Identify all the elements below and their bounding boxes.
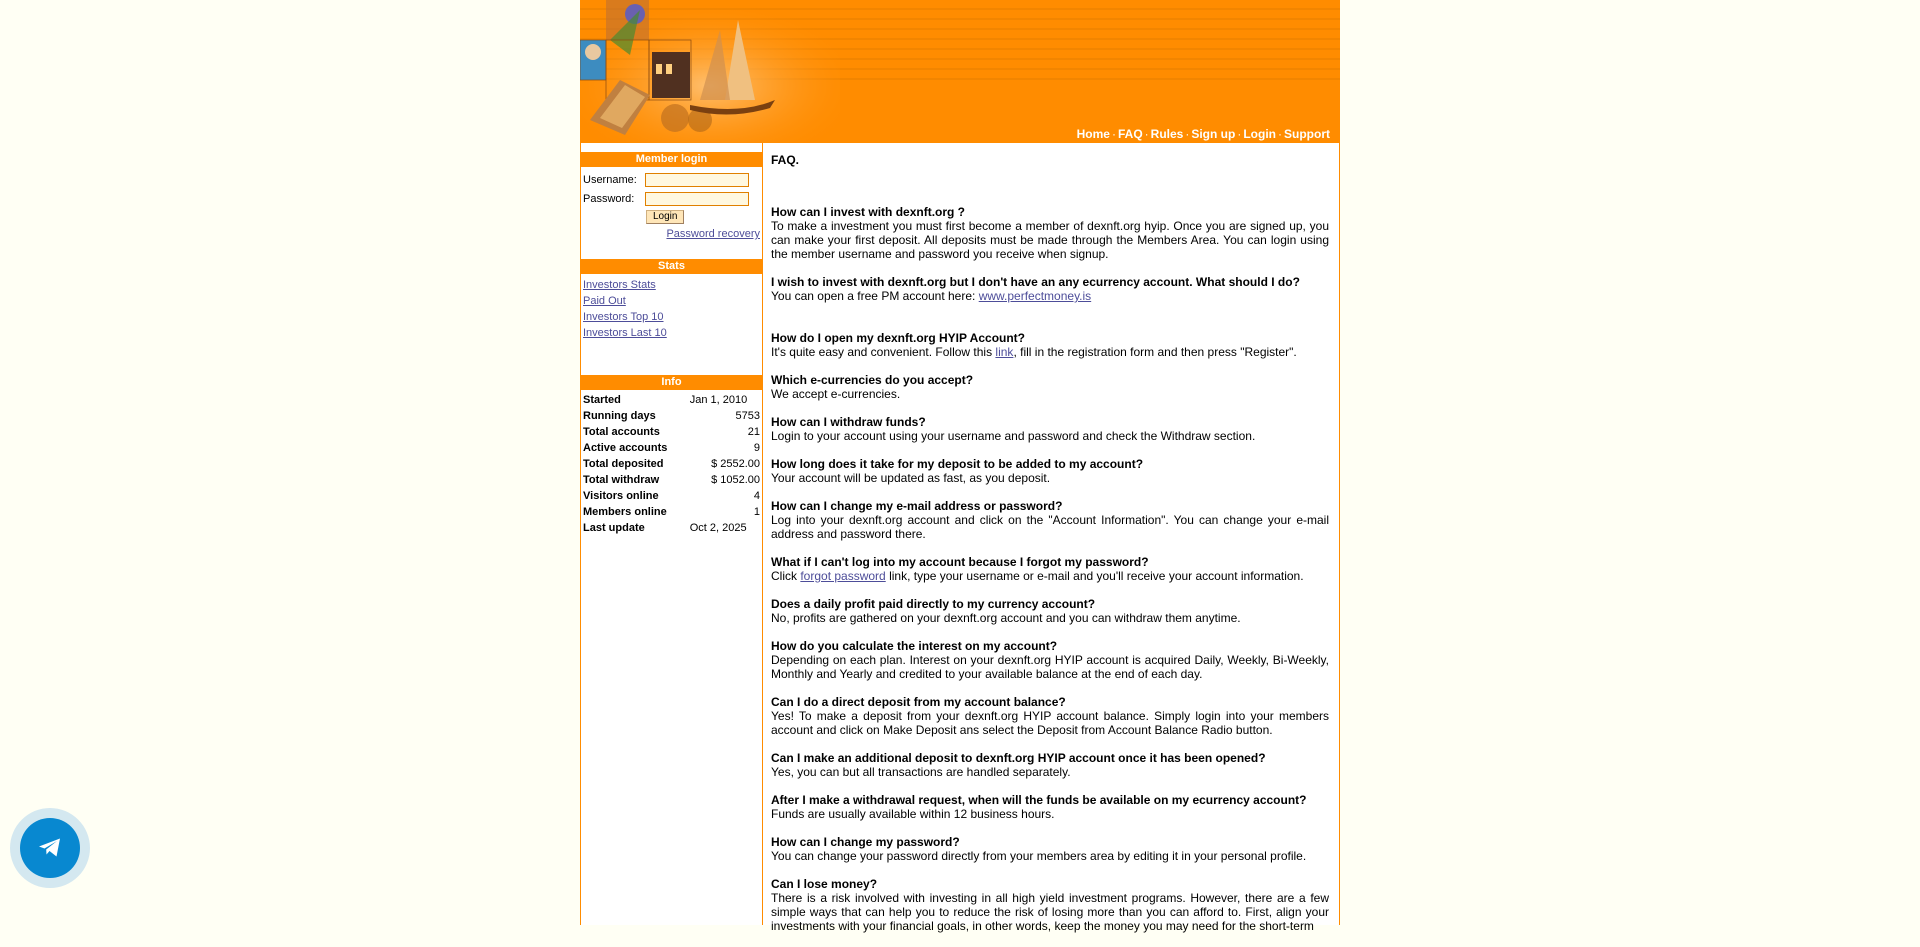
username-input[interactable] bbox=[645, 173, 749, 187]
faq-item bbox=[771, 751, 1329, 779]
faq-question: Which e-currencies do you accept? bbox=[771, 373, 974, 387]
investors-stats-link[interactable]: Investors Stats bbox=[583, 279, 656, 291]
top-nav bbox=[1077, 127, 1330, 141]
faq-question: Does a daily profit paid directly to my currency account? bbox=[771, 597, 1096, 611]
faq-item bbox=[771, 835, 1329, 863]
info-label: Visitors online bbox=[583, 490, 659, 502]
faq-question: Can I lose money? bbox=[771, 877, 878, 891]
password-label: Password: bbox=[583, 192, 635, 205]
faq-answer: You can change your password directly from your members area by editing it in your personal profile. bbox=[771, 849, 1307, 863]
faq-item bbox=[771, 793, 1329, 821]
nav-rules[interactable]: Rules bbox=[1150, 127, 1184, 141]
info-row-active-accounts bbox=[581, 440, 762, 456]
info-label: Members online bbox=[583, 506, 667, 518]
faq-question: How can I change my e-mail address or password? bbox=[771, 499, 1063, 513]
answer-text: , fill in the registration form and then press "Register". bbox=[1013, 345, 1297, 359]
faq-item bbox=[771, 415, 1329, 443]
info-value: Jan 1, 2010 bbox=[689, 394, 748, 406]
investors-top10-link[interactable]: Investors Top 10 bbox=[583, 311, 664, 323]
paid-out-link[interactable]: Paid Out bbox=[583, 295, 626, 307]
telegram-button-inner bbox=[20, 818, 80, 878]
nav-separator: · bbox=[1237, 127, 1242, 141]
faq-item bbox=[771, 499, 1329, 541]
faq-answer: Log into your dexnft.org account and click on the "Account Information". You can change your e-mail address and password there. bbox=[771, 513, 1329, 541]
faq-answer: There is a risk involved with investing in all high yield investment programs. However, there are a few simple ways that can help you to reduce the risk of losing more than you can afford to. First, align your investments with your financial goals, in other words, keep the money you may need for the short-term bbox=[771, 891, 1329, 933]
faq-answer bbox=[771, 289, 1329, 303]
faq-item bbox=[771, 373, 1329, 401]
password-row bbox=[581, 189, 762, 208]
stats-links bbox=[581, 274, 762, 341]
nav-support[interactable]: Support bbox=[1284, 127, 1330, 141]
info-value: 4 bbox=[753, 490, 760, 502]
page-title: FAQ. bbox=[771, 153, 800, 167]
perfectmoney-link[interactable]: www.perfectmoney.is bbox=[978, 289, 1092, 303]
forgot-password-link[interactable]: forgot password bbox=[800, 569, 886, 583]
info-row-running-days bbox=[581, 408, 762, 424]
faq-answer: We accept e-currencies. bbox=[771, 387, 901, 401]
info-label: Running days bbox=[583, 410, 656, 422]
info-row-total-deposited bbox=[581, 456, 762, 472]
faq-answer: Funds are usually available within 12 business hours. bbox=[771, 807, 1055, 821]
faq-question: How can I invest with dexnft.org ? bbox=[771, 205, 966, 219]
faq-answer: Depending on each plan. Interest on your dexnft.org HYIP account is acquired Daily, Weekly, Bi-Weekly, Monthly and Yearly and credited to your available balance at the end of each day. bbox=[771, 653, 1329, 681]
faq-content bbox=[771, 143, 1329, 933]
info-label: Last update bbox=[583, 522, 645, 534]
faq-question: How can I withdraw funds? bbox=[771, 415, 926, 429]
info-value: 21 bbox=[747, 426, 760, 438]
faq-answer: No, profits are gathered on your dexnft.org account and you can withdraw them anytime. bbox=[771, 611, 1241, 625]
nav-signup[interactable]: Sign up bbox=[1191, 127, 1236, 141]
password-recovery-row bbox=[581, 226, 762, 242]
member-login-box bbox=[581, 152, 762, 242]
register-link[interactable]: link bbox=[995, 345, 1014, 359]
nav-separator: · bbox=[1185, 127, 1190, 141]
answer-text: It's quite easy and convenient. Follow this bbox=[771, 345, 996, 359]
info-value: $ 2552.00 bbox=[711, 458, 760, 470]
faq-answer: Your account will be updated as fast, as you deposit. bbox=[771, 471, 1051, 485]
username-row bbox=[581, 170, 762, 189]
nav-home[interactable]: Home bbox=[1076, 127, 1110, 141]
faq-answer bbox=[771, 345, 1329, 359]
info-row-members-online bbox=[581, 504, 762, 520]
faq-question: Can I make an additional deposit to dexnft.org HYIP account once it has been opened? bbox=[771, 751, 1266, 765]
info-value: $ 1052.00 bbox=[711, 474, 760, 486]
nav-separator: · bbox=[1111, 127, 1116, 141]
faq-question: How do you calculate the interest on my account? bbox=[771, 639, 1058, 653]
faq-item bbox=[771, 695, 1329, 737]
site-header bbox=[580, 0, 1340, 143]
page-container bbox=[580, 0, 1340, 933]
info-value: 9 bbox=[753, 442, 760, 454]
faq-item bbox=[771, 275, 1329, 303]
password-input[interactable] bbox=[645, 192, 749, 206]
faq-answer bbox=[771, 569, 1329, 583]
header-banner-image bbox=[580, 0, 840, 143]
info-row-visitors-online bbox=[581, 488, 762, 504]
info-value: 5753 bbox=[735, 410, 760, 422]
username-label: Username: bbox=[583, 173, 637, 186]
login-button[interactable]: Login bbox=[646, 210, 684, 224]
main-body bbox=[580, 143, 1340, 933]
info-row-total-accounts bbox=[581, 424, 762, 440]
faq-question: How long does it take for my deposit to be added to my account? bbox=[771, 457, 1144, 471]
telegram-plane-icon bbox=[38, 837, 62, 859]
faq-item bbox=[771, 639, 1329, 681]
answer-text: link, type your username or e-mail and you'll receive your account information. bbox=[885, 569, 1304, 583]
faq-question: I wish to invest with dexnft.org but I don't have an any ecurrency account. What should I do? bbox=[771, 275, 1300, 289]
info-table bbox=[581, 392, 762, 536]
faq-answer: To make a investment you must first become a member of dexnft.org hyip. Once you are signed up, you can make your first deposit. All deposits must be made through the Members Area. You can login using the member username and password you receive when signup. bbox=[771, 219, 1329, 261]
sidebar bbox=[581, 143, 763, 925]
nav-separator: · bbox=[1144, 127, 1149, 141]
info-row-started bbox=[581, 392, 762, 408]
password-recovery-link[interactable]: Password recovery bbox=[666, 228, 760, 240]
login-button-row bbox=[581, 208, 762, 226]
member-login-title: Member login bbox=[581, 152, 762, 167]
faq-answer: Yes! To make a deposit from your dexnft.org HYIP account balance. Simply login into your members account and click on Make Deposit ans select the Deposit from Account Balance Radio button. bbox=[771, 709, 1329, 737]
faq-item bbox=[771, 205, 1329, 261]
info-value: 1 bbox=[753, 506, 760, 518]
faq-answer: Yes, you can but all transactions are handled separately. bbox=[771, 765, 1071, 779]
info-title: Info bbox=[581, 375, 762, 390]
faq-question: How do I open my dexnft.org HYIP Account? bbox=[771, 331, 1026, 345]
faq-answer: Login to your account using your username and password and check the Withdraw section. bbox=[771, 429, 1256, 443]
nav-faq[interactable]: FAQ bbox=[1117, 127, 1143, 141]
info-box bbox=[581, 375, 762, 536]
info-value: Oct 2, 2025 bbox=[689, 522, 747, 534]
telegram-button[interactable] bbox=[10, 808, 90, 888]
stats-title: Stats bbox=[581, 259, 762, 274]
info-label: Total withdraw bbox=[583, 474, 660, 486]
info-label: Total deposited bbox=[583, 458, 664, 470]
faq-list bbox=[771, 205, 1329, 947]
faq-item bbox=[771, 457, 1329, 485]
faq-question: After I make a withdrawal request, when will the funds be available on my ecurrency account? bbox=[771, 793, 1307, 807]
faq-item bbox=[771, 555, 1329, 583]
faq-item bbox=[771, 597, 1329, 625]
nav-login[interactable]: Login bbox=[1243, 127, 1276, 141]
info-row-last-update bbox=[581, 520, 762, 536]
faq-question: How can I change my password? bbox=[771, 835, 960, 849]
info-label: Total accounts bbox=[583, 426, 660, 438]
investors-last10-link[interactable]: Investors Last 10 bbox=[583, 327, 667, 339]
answer-text: Click bbox=[771, 569, 801, 583]
stats-box bbox=[581, 259, 762, 341]
info-label: Started bbox=[583, 394, 621, 406]
info-label: Active accounts bbox=[583, 442, 668, 454]
faq-question: Can I do a direct deposit from my account balance? bbox=[771, 695, 1066, 709]
nav-separator: · bbox=[1278, 127, 1282, 141]
answer-text: You can open a free PM account here: bbox=[771, 289, 979, 303]
faq-item bbox=[771, 331, 1329, 359]
info-row-total-withdraw bbox=[581, 472, 762, 488]
faq-question: What if I can't log into my account because I forgot my password? bbox=[771, 555, 1149, 569]
